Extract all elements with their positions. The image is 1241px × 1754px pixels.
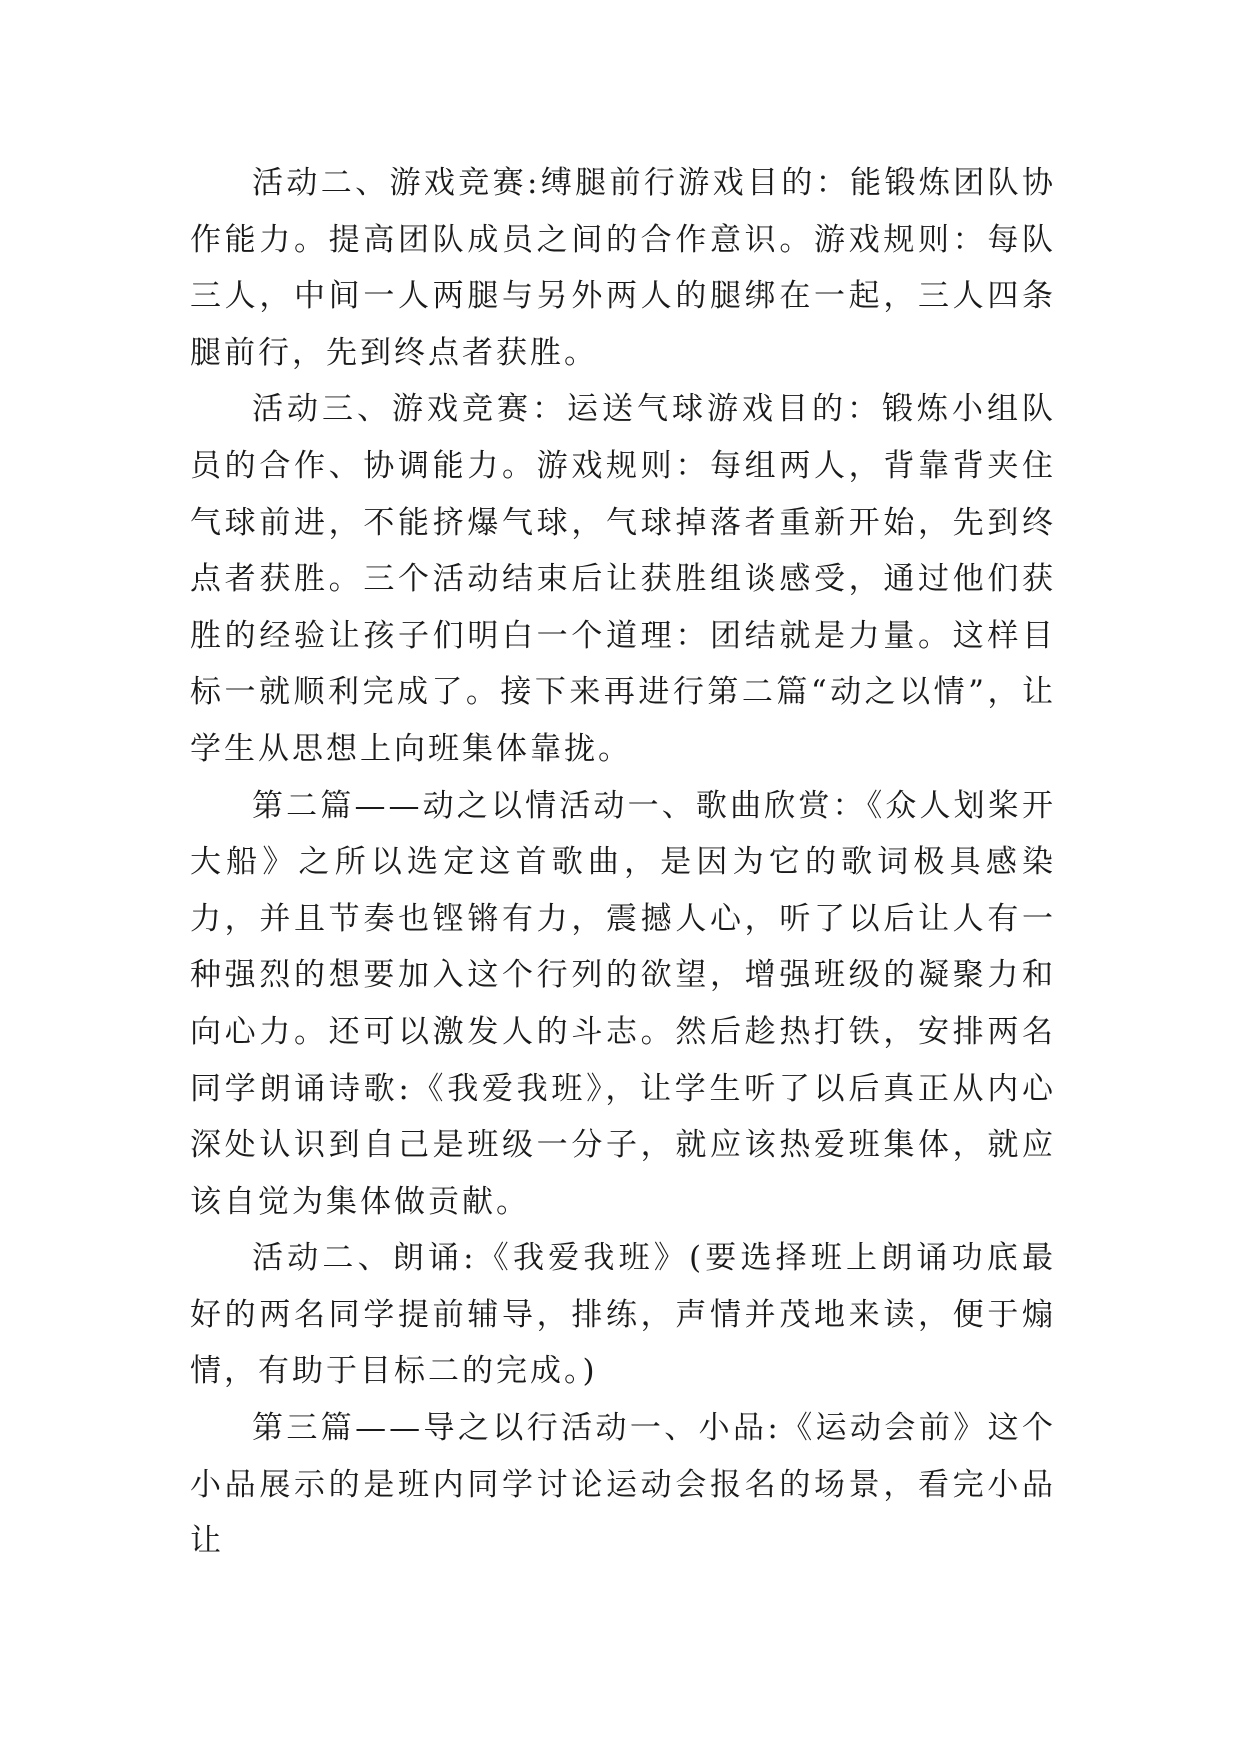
- paragraph-chapter-three: 第三篇——导之以行活动一、小品:《运动会前》这个小品展示的是班内同学讨论运动会报名的场景，看完小品让: [190, 1410, 1056, 1560]
- document-body: [190, 155, 1056, 1570]
- paragraph-activity-two-game: 活动二、游戏竞赛:缚腿前行游戏目的：能锻炼团队协作能力。提高团队成员之间的合作意识。游戏规则：每队三人，中间一人两腿与另外两人的腿绑在一起，三人四条腿前行，先到终点者获胜。: [190, 165, 1056, 371]
- paragraph-activity-two-recitation: 活动二、朗诵:《我爱我班》(要选择班上朗诵功底最好的两名同学提前辅导，排练，声情并茂地来读，便于煽情，有助于目标二的完成。): [190, 1240, 1056, 1390]
- paragraph-activity-three-game: 活动三、游戏竞赛：运送气球游戏目的：锻炼小组队员的合作、协调能力。游戏规则：每组两人，背靠背夹住气球前进，不能挤爆气球，气球掉落者重新开始，先到终点者获胜。三个活动结束后让获胜组谈感受，通过他们获胜的经验让孩子们明白一个道理：团结就是力量。这样目标一就顺利完成了。接下来再进行第二篇“动之以情”，让学生从思想上向班集体靠拢。: [190, 391, 1056, 767]
- paragraph-chapter-two: 第二篇——动之以情活动一、歌曲欣赏：《众人划桨开大船》之所以选定这首歌曲，是因为它的歌词极具感染力，并且节奏也铿锵有力，震撼人心，听了以后让人有一种强烈的想要加入这个行列的欲望，增强班级的凝聚力和向心力。还可以激发人的斗志。然后趁热打铁，安排两名同学朗诵诗歌:《我爱我班》，让学生听了以后真正从内心深处认识到自己是班级一分子，就应该热爱班集体，就应该自觉为集体做贡献。: [190, 787, 1056, 1220]
